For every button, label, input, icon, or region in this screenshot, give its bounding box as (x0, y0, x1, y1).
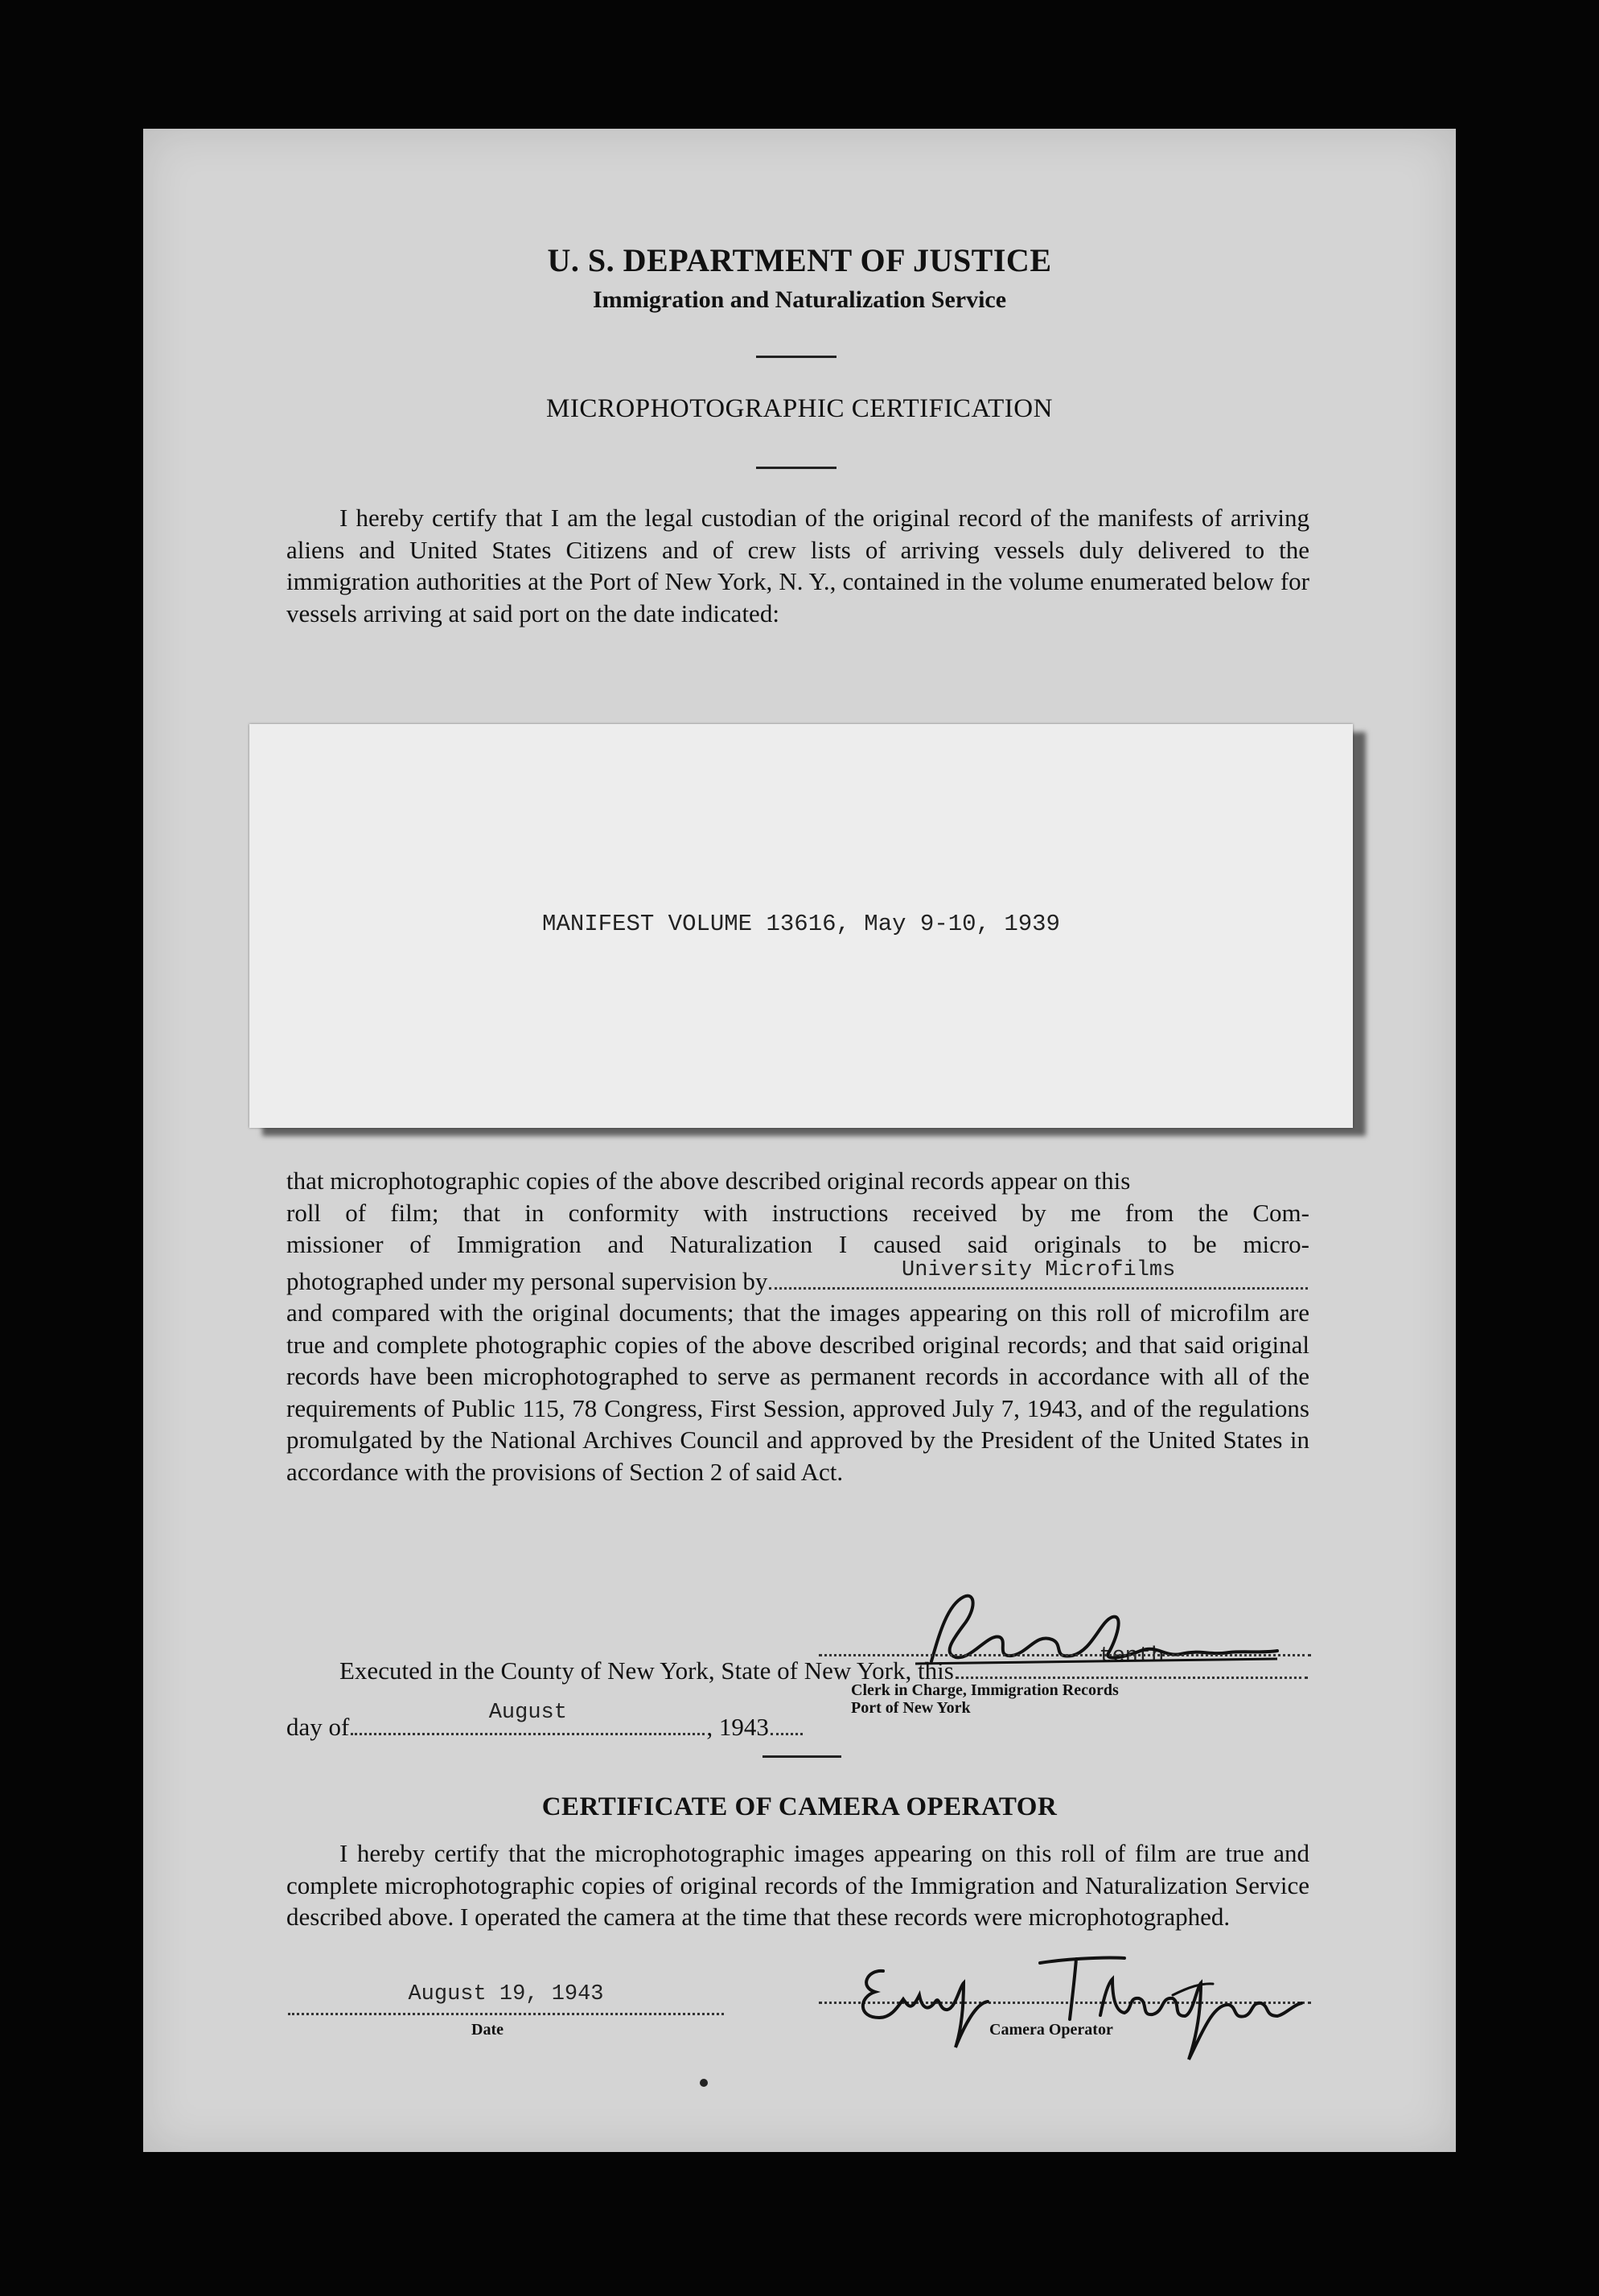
supervisor-value: University Microfilms (902, 1257, 1176, 1282)
body-line (286, 1197, 1309, 1229)
service-subheading: Immigration and Naturalization Service (592, 286, 1007, 313)
execution-prefix: Executed in the County of New York, State of New York, this (339, 1656, 954, 1685)
body-line-text: that microphotographic copies of the above described original records appear on this (286, 1167, 1131, 1195)
header-divider (756, 356, 836, 358)
body-line-text: roll of film; that in conformity with instructions received by me from the Com- (286, 1198, 1309, 1227)
date-line (286, 1701, 833, 1742)
clerk-title (851, 1681, 1119, 1717)
certification-title: MICROPHOTOGRAPHIC CERTIFICATION (546, 394, 1053, 423)
body-line-text: missioner of Immigration and Naturalization I caused said originals to be micro- (286, 1230, 1309, 1258)
year-trailing-dots (771, 1712, 803, 1735)
camera-date-value: August 19, 1943 (408, 1982, 604, 2006)
supervisor-field (769, 1257, 1308, 1290)
clerk-signature (899, 1577, 1285, 1681)
manifest-volume-card (249, 724, 1353, 1128)
manifest-volume-text: MANIFEST VOLUME 13616, May 9-10, 1939 (542, 911, 1060, 937)
intro-paragraph: I hereby certify that I am the legal custodian of the original record of the manifests of arriving aliens and United States Citizens and of crew lists of arriving vessels duly delivered to the immigration authorities at the Port of New York, N. Y., contained in the volume enumerated below for vessels arriving at said port on the date indicated: (286, 504, 1309, 627)
month-field (351, 1701, 705, 1735)
title-divider (756, 467, 836, 469)
ink-dot (700, 2079, 708, 2087)
certification-body (286, 1165, 1309, 1487)
camera-operator-heading: CERTIFICATE OF CAMERA OPERATOR (541, 1792, 1058, 1821)
camera-operator-label: Camera Operator (989, 2021, 1113, 2039)
clerk-title-line: Clerk in Charge, Immigration Records (851, 1681, 1119, 1699)
supervisor-line (286, 1257, 1309, 1298)
body-rest: and compared with the original documents; that the images appearing on this roll of microfilm are true and complete photographic copies of the above described original records; and that said original records have been microphotographed to serve as permanent records in accordance with all of the requirements of Public 115, 78 Congress, First Session, approved July 7, 1943, and of the regulations promulgated by the National Archives Council and approved by the President of the United States in accordance with the provisions of Section 2 of said Act. (286, 1298, 1309, 1486)
department-heading: U. S. DEPARTMENT OF JUSTICE (547, 242, 1052, 278)
clerk-signature-line (819, 1654, 1311, 1656)
year-value: , 1943 (706, 1713, 769, 1741)
camera-operator-signature (835, 1939, 1317, 2068)
camera-section-divider (763, 1755, 841, 1758)
day-value: tenth (1099, 1644, 1165, 1669)
body-line (286, 1165, 1309, 1197)
camera-date-field (288, 1982, 724, 2015)
month-value: August (488, 1701, 567, 1725)
camera-operator-statement: I hereby certify that the microphotographic images appearing on this roll of film are true and complete microphotographic copies of original records of the Immigration and Naturalization Service described above. I operated the camera at the time that these records were microphotographed. (286, 1839, 1309, 1931)
clerk-port-line: Port of New York (851, 1699, 971, 1717)
day-of-label: day of (286, 1713, 350, 1741)
camera-date-label: Date (471, 2021, 504, 2039)
supervisor-prefix: photographed under my personal supervision by (286, 1266, 768, 1295)
certificate-page (143, 129, 1456, 2152)
